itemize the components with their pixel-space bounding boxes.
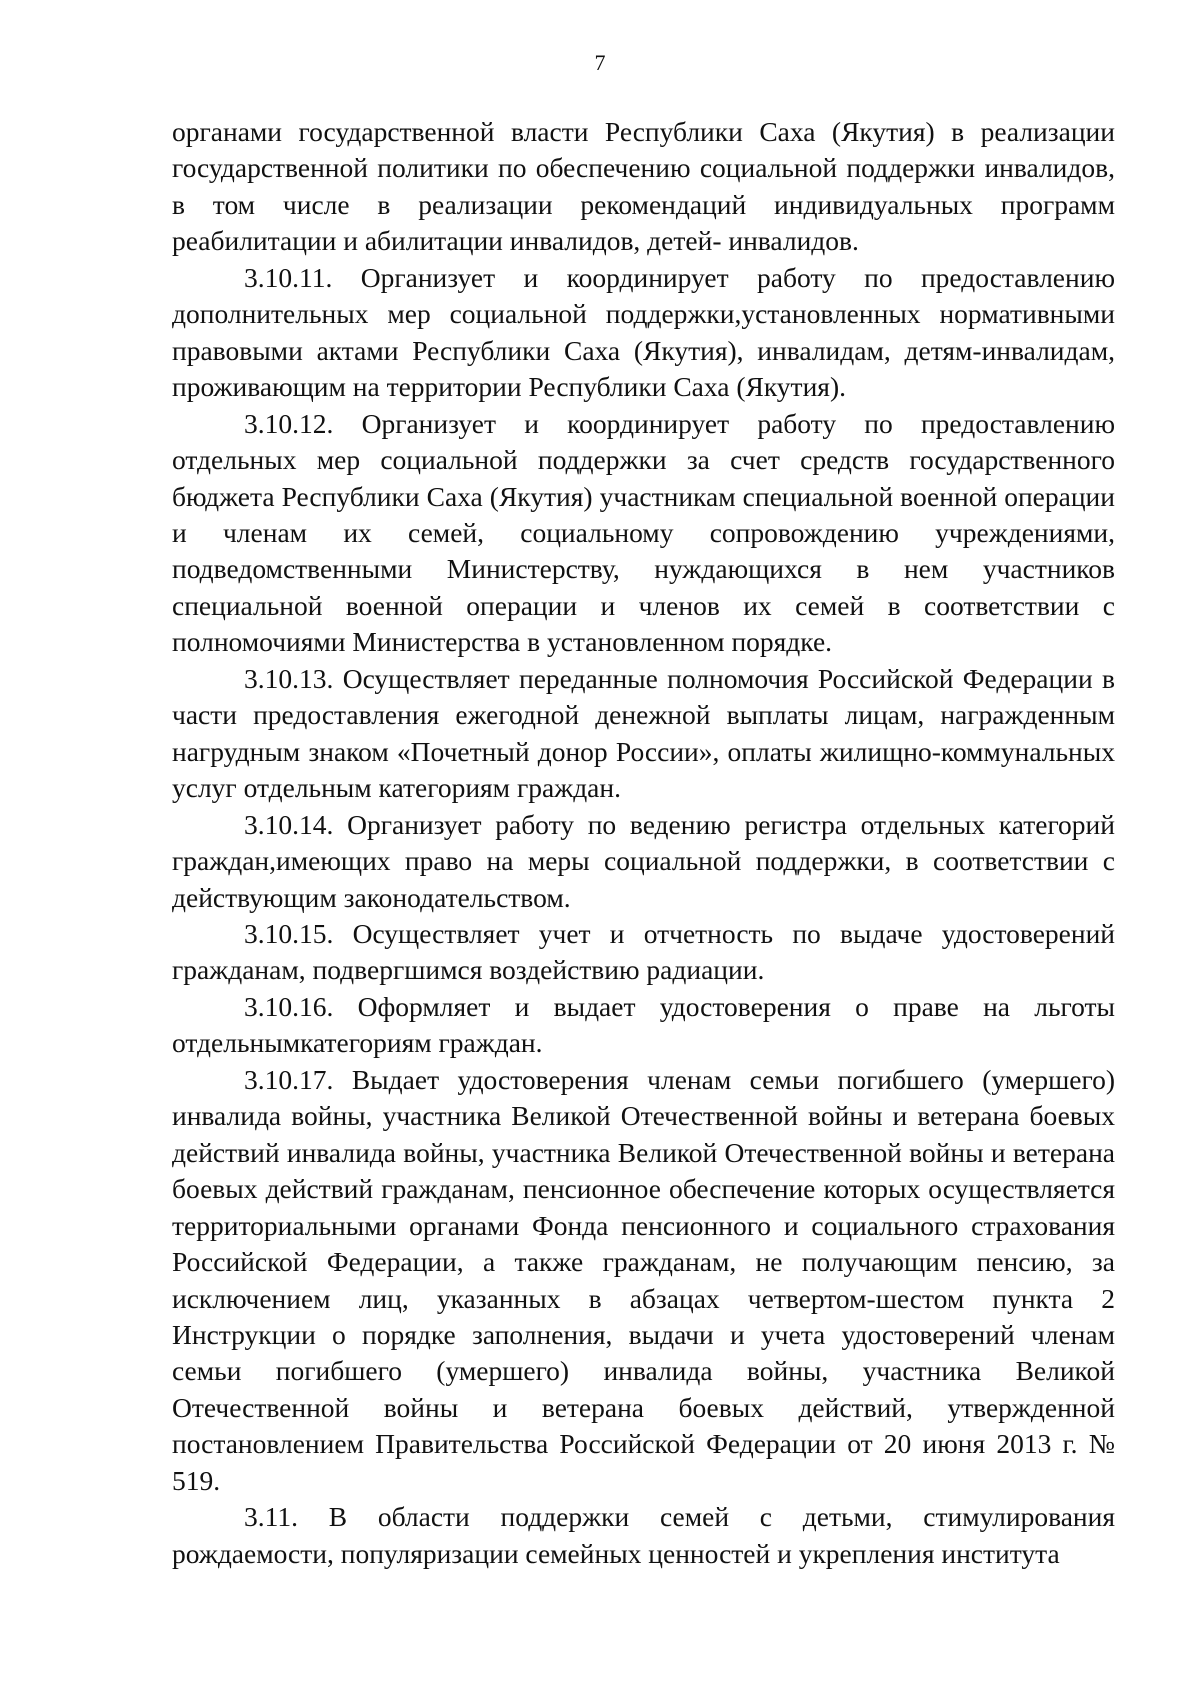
paragraph-3-10-14: 3.10.14. Организует работу по ведению регистра отдельных категорий граждан,имеющих право на меры социальной поддержки, в соответствии с действующим законодательством.: [172, 808, 1115, 913]
paragraph-3-10-13: 3.10.13. Осуществляет переданные полномочия Российской Федерации в части предоставления ежегодной денежной выплаты лицам, награжденным нагрудным знаком «Почетный донор России», оплаты жилищно-коммунальных услуг отдельным категориям граждан.: [172, 662, 1115, 804]
paragraph-3-10-17: 3.10.17. Выдает удостоверения членам семьи погибшего (умершего) инвалида войны, участника Великой Отечественной войны и ветерана боевых действий инвалида войны, участника Великой Отечественной войны и ветерана боевых действий гражданам, пенсионное обеспечение которых осуществляется территориальными органами Фонда пенсионного и социального страхования Российской Федерации, а также гражданам, не получающим пенсию, за исключением лиц, указанных в абзацах четвертом-шестом пункта 2 Инструкции о порядке заполнения, выдачи и учета удостоверений членам семьи погибшего (умершего) инвалида войны, участника Великой Отечественной войны и ветерана боевых действий, утвержденной постановлением Правительства Российской Федерации от 20 июня 2013 г. № 519.: [172, 1063, 1115, 1496]
paragraph-3-10-11: 3.10.11. Организует и координирует работу по предоставлению дополнительных мер социальной поддержки,установленных нормативными правовыми актами Республики Саха (Якутия), инвалидам, детям-инвалидам, проживающим на территории Республики Саха (Якутия).: [172, 261, 1115, 403]
paragraph-continuation: органами государственной власти Республики Саха (Якутия) в реализации государственной политики по обеспечению социальной поддержки инвалидов, в том числе в реализации рекомендаций индивидуальных программ реабилитации и абилитации инвалидов, детей- инвалидов.: [172, 116, 1115, 257]
paragraph-3-10-12: 3.10.12. Организует и координирует работу по предоставлению отдельных мер социальной поддержки за счет средств государственного бюджета Республики Саха (Якутия) участникам специальной военной операции и членам их семей, социальному сопровождению учреждениями, подведомственными Министерству, нуждающихся в нем участников специальной военной операции и членов их семей в соответствии с полномочиями Министерства в установленном порядке.: [172, 407, 1115, 658]
document-body: [172, 114, 1115, 1572]
paragraph-3-10-15: 3.10.15. Осуществляет учет и отчетность по выдаче удостоверений гражданам, подвергшимся воздействию радиации.: [172, 917, 1115, 986]
paragraph-3-11: 3.11. В области поддержки семей с детьми, стимулирования рождаемости, популяризации семейных ценностей и укрепления института: [172, 1501, 1115, 1569]
page-number: 7: [594, 50, 606, 75]
paragraph-3-10-16: 3.10.16. Оформляет и выдает удостоверения о праве на льготы отдельнымкатегориям граждан.: [172, 990, 1115, 1059]
